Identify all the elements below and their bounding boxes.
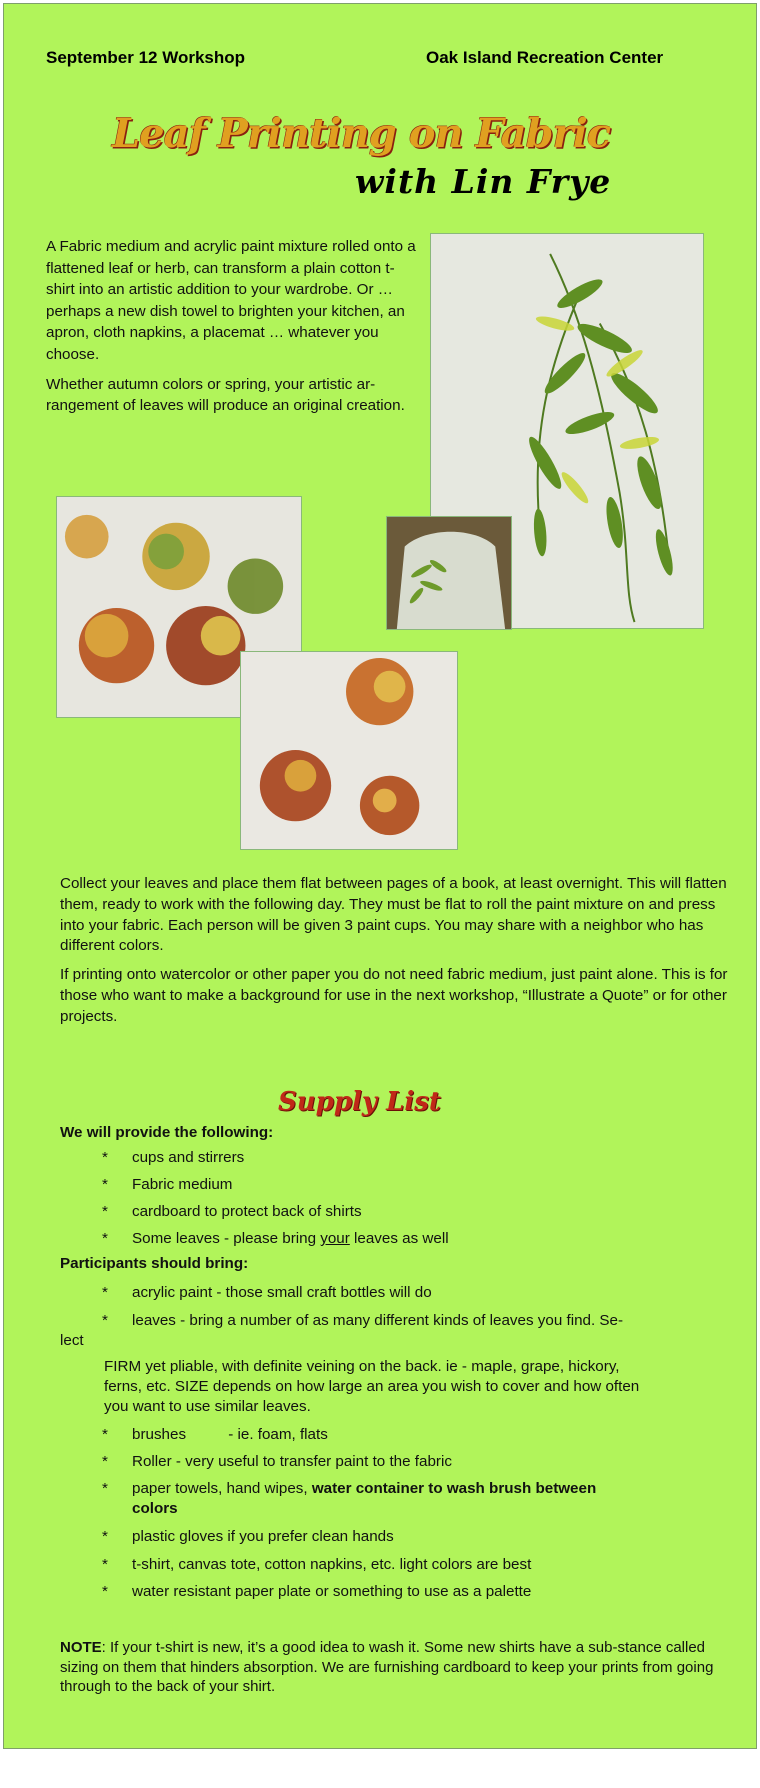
- collect-paragraph-1: Collect your leaves and place them flat between pages of a book, at least overnight. This will flatten them, ready to work with the following day. They must be flat to roll the paint mixture on and press into your fabric. Each person will be given 3 paint cups. You may share with a neighbor who has different colors.: [60, 875, 727, 955]
- bring-item-text: leaves - bring a number of as many different kinds of leaves you find. Se-: [132, 1312, 624, 1329]
- note-body: : If your t-shirt is new, it’s a good idea to wash it. Some new shirts have a sub-stance called sizing on them that hinders absorption. We are furnishing cardboard to keep your prints from going through to the back of your shirt.: [60, 1639, 714, 1696]
- bullet-star: *: [102, 1583, 108, 1600]
- instructions-text: [60, 874, 730, 1036]
- bullet-star: *: [102, 1312, 108, 1329]
- bullet-star: *: [102, 1528, 108, 1545]
- provide-heading: We will provide the following:: [60, 1124, 274, 1141]
- intro-text: [46, 236, 418, 425]
- bring-item-continued: you want to use similar leaves.: [104, 1398, 311, 1415]
- bullet-star: *: [102, 1556, 108, 1573]
- bring-item-text: t-shirt, canvas tote, cotton napkins, etc. light colors are best: [132, 1556, 532, 1573]
- underlined-word: your: [320, 1230, 350, 1247]
- flyer-title: Leaf Printing on Fabric: [112, 110, 611, 157]
- maple-leaf-print-photo: [240, 651, 458, 850]
- provide-item-text: [132, 1229, 449, 1249]
- bring-item-text: plastic gloves if you prefer clean hands: [132, 1528, 394, 1545]
- bring-item-text: [132, 1479, 596, 1499]
- bring-heading: Participants should bring:: [60, 1255, 249, 1272]
- supply-list-title: Supply List: [278, 1087, 441, 1117]
- bring-item-text: acrylic paint - those small craft bottles will do: [132, 1284, 432, 1301]
- provide-item-text: cups and stirrers: [132, 1149, 245, 1166]
- note-label: NOTE: [60, 1639, 102, 1656]
- printed-shirt-photo: [386, 516, 512, 630]
- bullet-star: *: [102, 1480, 108, 1497]
- intro-paragraph-2: Whether autumn colors or spring, your artistic ar-rangement of leaves will produce an original creation.: [46, 375, 405, 415]
- bullet-star: *: [102, 1176, 108, 1193]
- bullet-star: *: [102, 1149, 108, 1166]
- bring-item-text: water resistant paper plate or something to use as a palette: [132, 1583, 532, 1600]
- bring-item-text: brushes - ie. foam, flats: [132, 1426, 328, 1443]
- provide-item-text-part: leaves as well: [349, 1230, 449, 1247]
- bring-item-text: Roller - very useful to transfer paint to the fabric: [132, 1453, 452, 1470]
- bring-item-continued: FIRM yet pliable, with definite veining on the back. ie - maple, grape, hickory,: [104, 1358, 620, 1375]
- collect-paragraph-2: If printing onto watercolor or other paper you do not need fabric medium, just paint alone. This is for those who want to make a background for use in the next workshop, “Illustrate a Quote” or for other projects.: [60, 966, 728, 1025]
- flyer-subtitle: with Lin Frye: [355, 162, 612, 201]
- bullet-star: *: [102, 1284, 108, 1301]
- bring-item-continued: ferns, etc. SIZE depends on how large an area you wish to cover and how often: [104, 1378, 640, 1395]
- bullet-star: *: [102, 1453, 108, 1470]
- workshop-location: Oak Island Recreation Center: [426, 48, 664, 67]
- bold-text: water container to wash brush between: [311, 1480, 597, 1497]
- provide-item-text: cardboard to protect back of shirts: [132, 1203, 362, 1220]
- intro-paragraph-1: A Fabric medium and acrylic paint mixture rolled onto a flattened leaf or herb, can transform a plain cotton t-shirt into an artistic addition to your wardrobe. Or … perhaps a new dish towel to brighten your kitchen, an apron, cloth napkins, a placemat … whatever you choose.: [46, 238, 416, 363]
- note-text: [60, 1638, 720, 1697]
- bring-item-wrap: lect: [60, 1332, 84, 1349]
- provide-item-text: Fabric medium: [132, 1176, 233, 1193]
- bring-item-continued: colors: [132, 1500, 178, 1517]
- provide-item-text-part: Some leaves - please bring: [132, 1230, 321, 1247]
- bring-item-text-part: paper towels, hand wipes,: [132, 1480, 312, 1497]
- workshop-date: September 12 Workshop: [46, 48, 246, 67]
- bullet-star: *: [102, 1230, 108, 1247]
- bullet-star: *: [102, 1426, 108, 1443]
- bullet-star: *: [102, 1203, 108, 1220]
